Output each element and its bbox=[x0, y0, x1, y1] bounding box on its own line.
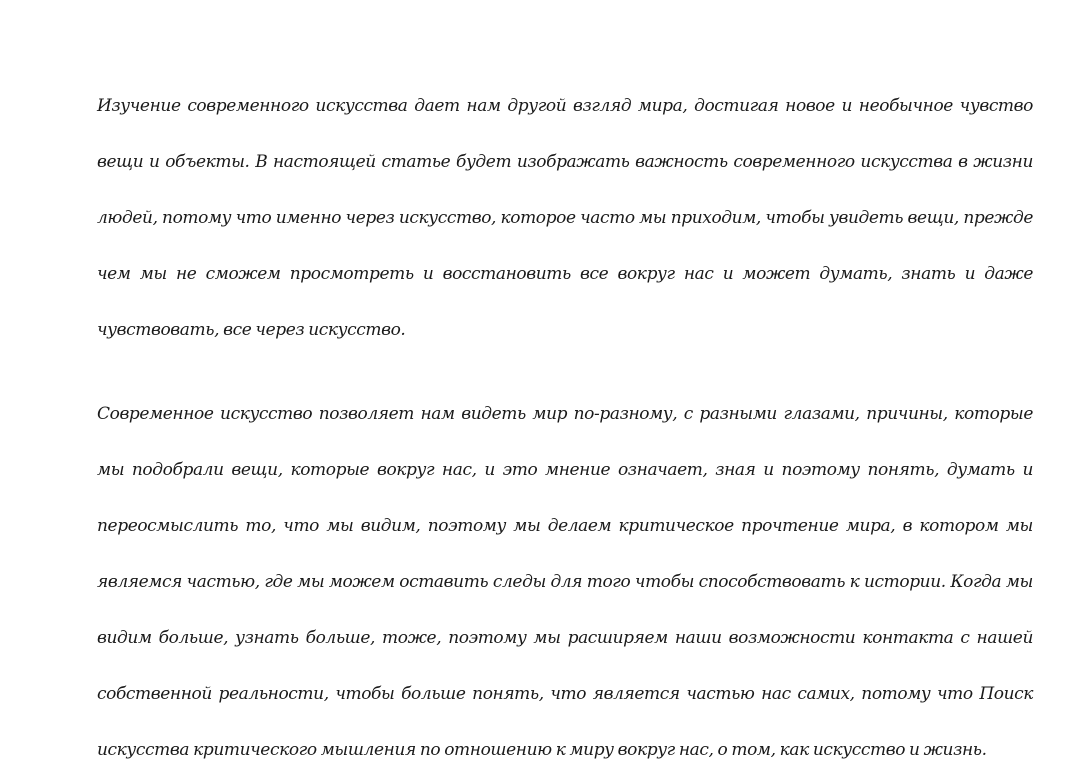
paragraph-2: Современное искусство позволяет нам видеть мир по-разному, с разными глазами, причины, которые мы подобрали вещи, которые вокруг нас, и это мнение означает, зная и поэтому понять, думать и переосмыслить то, что мы видим, поэтому мы делаем критическое прочтение мира, в котором мы являемся частью, где мы можем оставить следы для того чтобы способствовать к истории. Когда мы видим больше, узнать больше, тоже, поэтому мы расширяем наши возможности контакта с нашей собственной реальности, чтобы больше понять, что является частью нас самих, потому что Поиск искусства критического мышления по отношению к миру вокруг нас, о том, как искусство и жизнь. bbox=[97, 404, 1033, 760]
document-body bbox=[97, 78, 1033, 778]
paragraph-1: Изучение современного искусства дает нам другой взгляд мира, достигая новое и необычное чувство вещи и объекты. В настоящей статье будет изображать важность современного искусства в жизни людей, потому что именно через искусство, которое часто мы приходим, чтобы увидеть вещи, прежде чем мы не сможем просмотреть и восстановить все вокруг нас и может думать, знать и даже чувствовать, все через искусство. bbox=[97, 96, 1033, 340]
